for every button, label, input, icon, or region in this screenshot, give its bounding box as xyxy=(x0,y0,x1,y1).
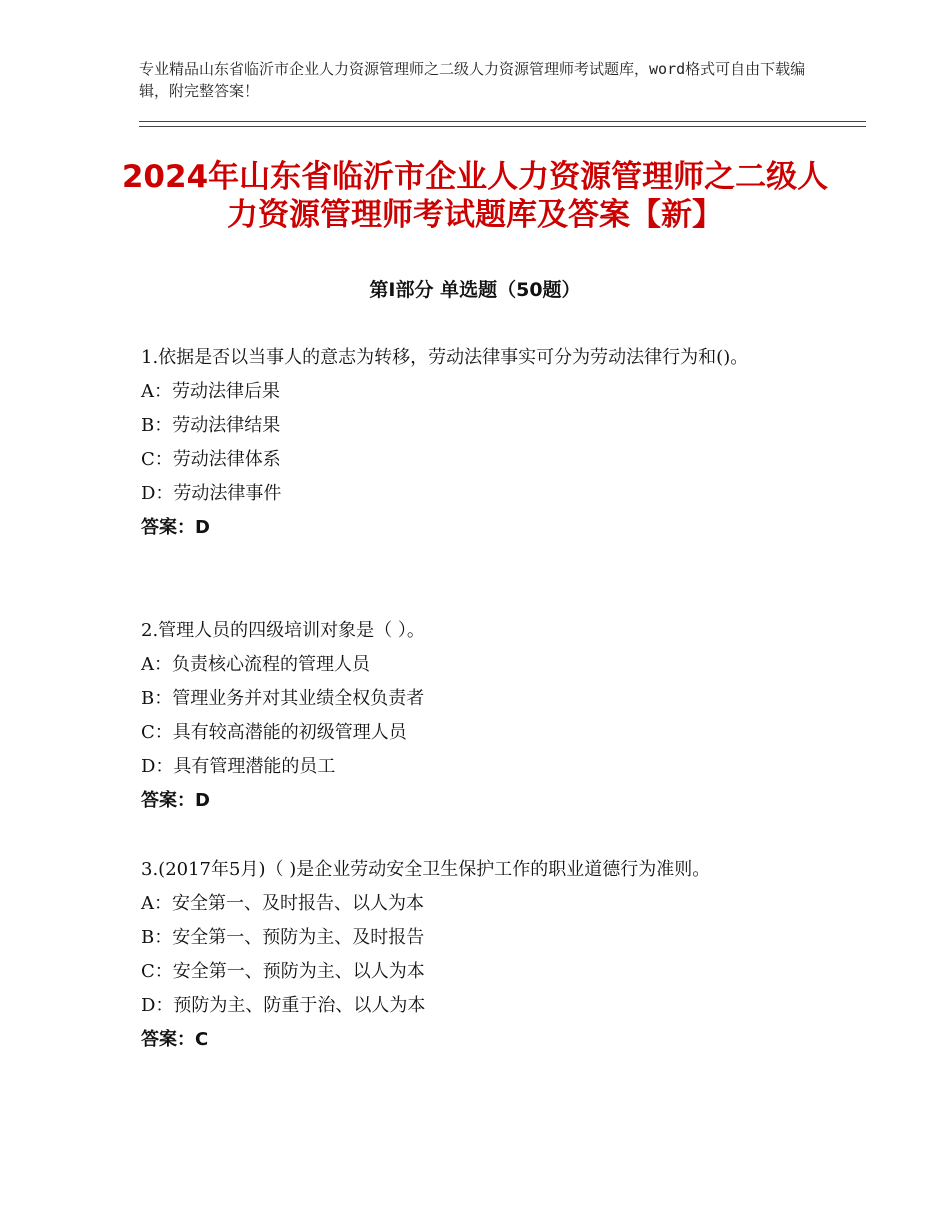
option-b: B：安全第一、预防为主、及时报告 xyxy=(141,927,425,948)
header-note: 专业精品山东省临沂市企业人力资源管理师之二级人力资源管理师考试题库，word格式可自由下载编辑，附完整答案！ xyxy=(139,60,806,100)
header-divider-bottom xyxy=(139,126,866,127)
option-d: D：劳动法律事件 xyxy=(141,483,282,504)
option-c: C：劳动法律体系 xyxy=(141,449,281,470)
answer: 答案：C xyxy=(141,1029,209,1050)
option-d: D：具有管理潜能的员工 xyxy=(141,756,336,777)
option-a: A：劳动法律后果 xyxy=(141,381,280,402)
option-a: A：负责核心流程的管理人员 xyxy=(141,654,370,675)
option-b: B：管理业务并对其业绩全权负责者 xyxy=(141,688,425,709)
question-stem: 3.(2017年5月)（ )是企业劳动安全卫生保护工作的职业道德行为准则。 xyxy=(141,859,711,880)
question-stem: 1.依据是否以当事人的意志为转移，劳动法律事实可分为劳动法律行为和()。 xyxy=(141,347,749,368)
option-c: C：安全第一、预防为主、以人为本 xyxy=(141,961,425,982)
question-2 xyxy=(141,614,821,818)
option-c: C：具有较高潜能的初级管理人员 xyxy=(141,722,407,743)
document-title: 2024年山东省临沂市企业人力资源管理师之二级人力资源管理师考试题库及答案【新】 xyxy=(121,159,829,233)
question-stem: 2.管理人员的四级培训对象是（ ）。 xyxy=(141,620,425,641)
option-d: D：预防为主、防重于治、以人为本 xyxy=(141,995,426,1016)
option-b: B：劳动法律结果 xyxy=(141,415,281,436)
option-a: A：安全第一、及时报告、以人为本 xyxy=(141,893,424,914)
answer: 答案：D xyxy=(141,517,210,538)
question-3 xyxy=(141,853,821,1057)
section-heading: 第Ⅰ部分 单选题（50题） xyxy=(369,279,581,301)
header-divider-top xyxy=(139,121,866,122)
answer: 答案：D xyxy=(141,790,210,811)
question-1 xyxy=(141,341,821,545)
